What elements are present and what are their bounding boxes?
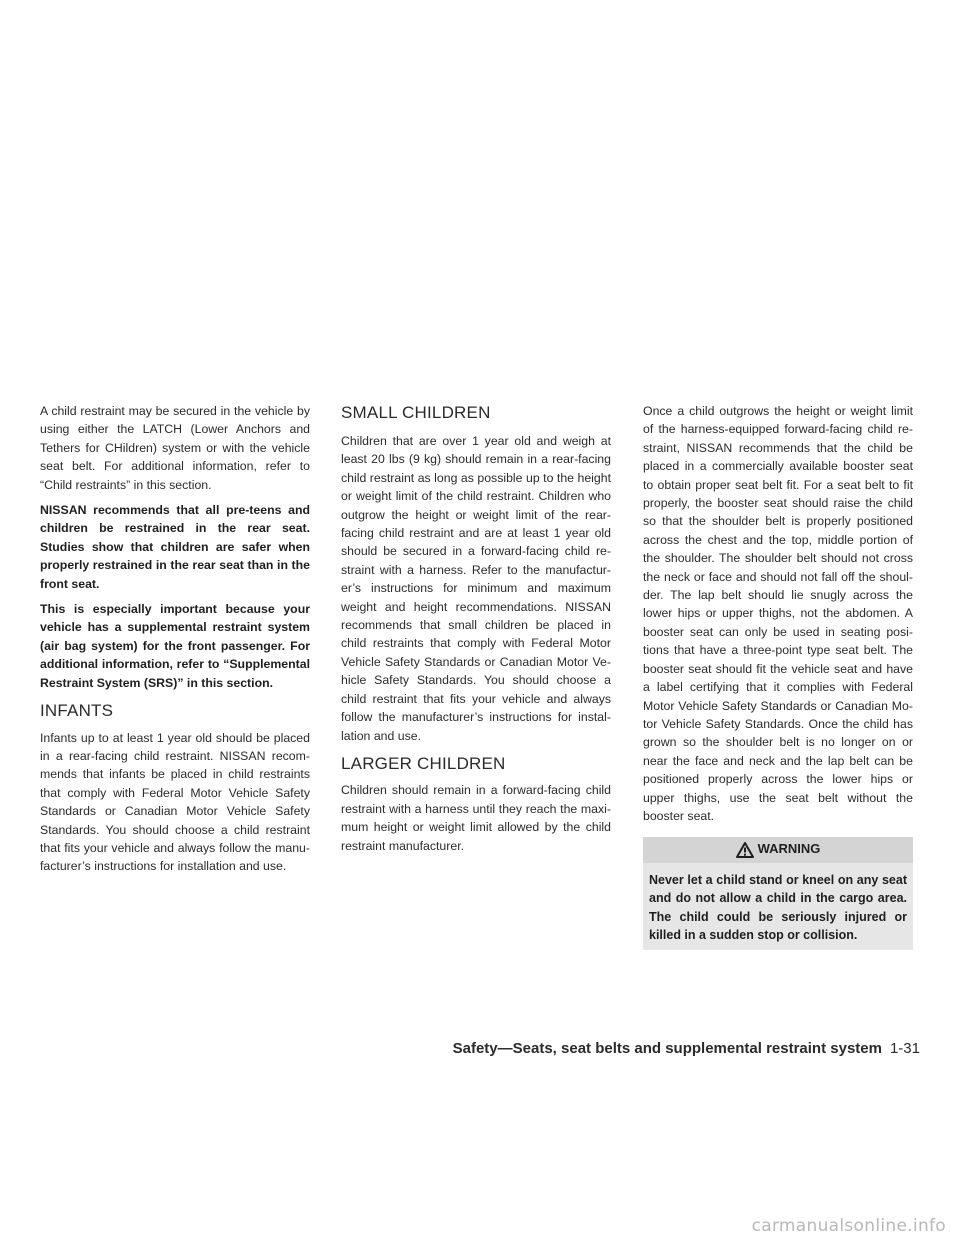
column-left bbox=[40, 402, 310, 883]
warning-title: WARNING bbox=[757, 841, 821, 857]
page-footer bbox=[453, 1040, 920, 1057]
infants-paragraph: Infants up to at least 1 year old should be placed in a rear-facing child restraint. NISSAN recommends that infants be placed in child restraints that comply with Federal Motor Vehicle Safety Standards or Canadian Motor Vehicle Safety Standards. You should choose a child restraint that fits your vehicle and always follow the manufacturer’s instructions for installation and use. bbox=[40, 730, 310, 874]
footer-section-title: Safety—Seats, seat belts and supplemental restraint system bbox=[452, 1040, 882, 1057]
warning-header bbox=[643, 837, 913, 862]
heading-infants: INFANTS bbox=[40, 701, 114, 721]
column-right bbox=[643, 402, 913, 950]
booster-seat-paragraph: Once a child outgrows the height or weight limit of the harness-equipped forward-facing child restraint, NISSAN recommends that the child be placed in a commercially available booster seat to obtain proper seat belt fit. For a seat belt to fit properly, the booster seat should raise the child so that the shoulder belt is properly positioned across the chest and the top, middle portion of the shoulder. The shoulder belt should not cross the neck or face and should not fall off the shoulder. The lap belt should lie snugly across the lower hips or upper thighs, not the abdomen. A booster seat can only be used in seating positions that have a three-point type seat belt. The booster seat should fit the vehicle seat and have a label certifying that it complies with Federal Motor Vehicle Safety Standards or Canadian Motor Vehicle Safety Standards. Once the child has grown so the shoulder belt is no longer on or near the face and neck and the lap belt can be positioned properly across the lower hips or upper thighs, use the seat belt without the booster seat. bbox=[643, 404, 913, 823]
warning-text: Never let a child stand or kneel on any seat and do not allow a child in the cargo area. The child could be seriously injured or killed in a sudden stop or collision. bbox=[649, 872, 907, 942]
warning-box bbox=[643, 837, 913, 950]
small-children-paragraph: Children that are over 1 year old and weigh at least 20 lbs (9 kg) should remain in a rear-facing child restraint as long as possible up to the height or weight limit of the child restraint. Children who outgrow the height or weight limit of the rear-facing child restraint and are at least 1 year old should be secured in a forward-facing child restraint with a harness. Refer to the manufacturer’s instructions for minimum and maximum weight and height recommendations. NISSAN recommends that small children be placed in child restraints that comply with Federal Motor Vehicle Safety Standards or Canadian Motor Vehicle Safety Standards. You should choose a child restraint that fits your vehicle and always follow the manufacturer’s instructions for installation and use. bbox=[341, 434, 611, 743]
warning-triangle-icon bbox=[736, 842, 754, 858]
page-number: 1-31 bbox=[889, 1040, 920, 1057]
intro-paragraph: A child restraint may be secured in the vehicle by using either the LATCH (Lower Anchors and Tethers for CHildren) system or with the vehicle seat belt. For additional information, refer to “Child restraints” in this section. bbox=[40, 404, 310, 492]
heading-larger-children: LARGER CHILDREN bbox=[341, 753, 506, 773]
rear-seat-recommendation: NISSAN recommends that all pre-teens and children be restrained in the rear seat. Studies show that children are safer when properly restrained in the rear seat than in the front seat. bbox=[40, 503, 310, 591]
column-middle bbox=[341, 402, 611, 862]
heading-small-children: SMALL CHILDREN bbox=[341, 403, 491, 422]
srs-note: This is especially important because your vehicle has a supplemental restraint system (air bag system) for the front passenger. For additional information, refer to “Supplemental Restraint System (SRS)” in this section. bbox=[40, 602, 310, 690]
larger-children-paragraph: Children should remain in a forward-facing child restraint with a harness until they reach the maximum height or weight limit allowed by the child restraint manufacturer. bbox=[341, 783, 611, 853]
watermark: carmanualsonline.info bbox=[751, 1216, 946, 1236]
